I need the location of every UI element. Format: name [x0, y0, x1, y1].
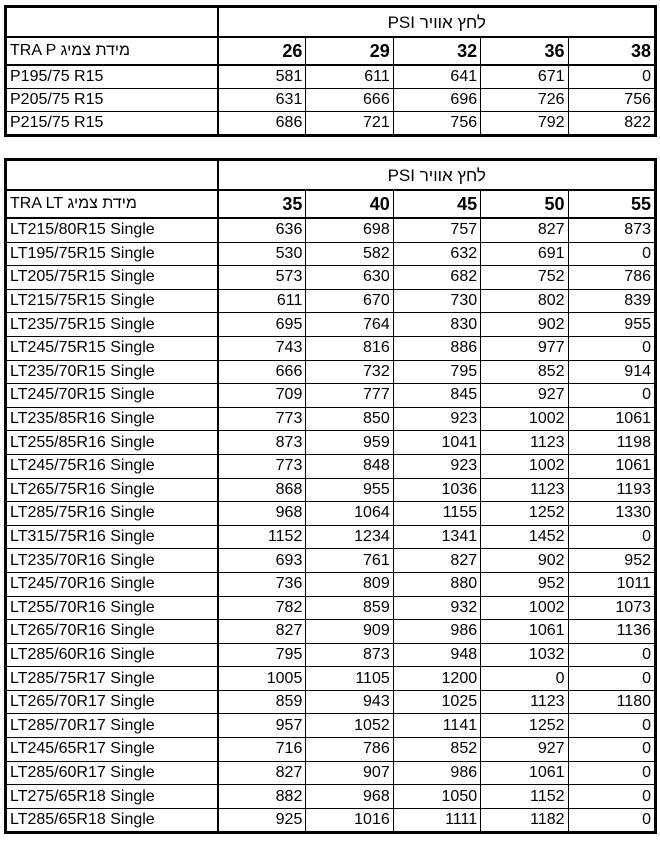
load-value-cell: 698	[306, 218, 393, 242]
pressure-value: 36	[481, 37, 568, 65]
load-value-cell: 743	[218, 336, 305, 360]
load-value-cell: 952	[481, 572, 568, 596]
pressure-value: 55	[568, 190, 655, 218]
load-value-cell: 0	[568, 384, 655, 408]
load-value-cell: 1330	[568, 502, 655, 526]
tire-size-cell: LT285/65R18 Single	[6, 808, 219, 833]
tire-size-cell: LT235/70R15 Single	[6, 360, 219, 384]
table-row	[6, 431, 656, 455]
load-value-cell: 923	[393, 407, 480, 431]
tire-size-cell: LT235/75R15 Single	[6, 313, 219, 337]
load-value-cell: 726	[481, 89, 568, 112]
load-value-cell: 1234	[306, 525, 393, 549]
load-value-cell: 852	[393, 738, 480, 762]
header-blank-cell	[6, 7, 219, 38]
load-value-cell: 1180	[568, 690, 655, 714]
load-value-cell: 756	[393, 112, 480, 136]
load-value-cell: 782	[218, 596, 305, 620]
load-value-cell: 868	[218, 478, 305, 502]
load-value-cell: 1182	[481, 808, 568, 833]
load-value-cell: 0	[568, 643, 655, 667]
load-value-cell: 943	[306, 690, 393, 714]
load-value-cell: 636	[218, 218, 305, 242]
table-row	[6, 407, 656, 431]
load-value-cell: 880	[393, 572, 480, 596]
load-value-cell: 1061	[568, 454, 655, 478]
load-value-cell: 670	[306, 289, 393, 313]
pressure-header-row	[6, 37, 656, 65]
load-value-cell: 1016	[306, 808, 393, 833]
load-value-cell: 0	[568, 785, 655, 809]
load-value-cell: 850	[306, 407, 393, 431]
pressure-value: 45	[393, 190, 480, 218]
load-value-cell: 1200	[393, 667, 480, 691]
tire-size-cell: LT245/75R15 Single	[6, 336, 219, 360]
load-value-cell: 852	[481, 360, 568, 384]
load-value-cell: 1061	[481, 761, 568, 785]
pressure-value: 50	[481, 190, 568, 218]
load-value-cell: 721	[306, 112, 393, 136]
load-value-cell: 1011	[568, 572, 655, 596]
load-value-cell: 752	[481, 266, 568, 290]
pressure-value: 26	[218, 37, 305, 65]
load-value-cell: 968	[218, 502, 305, 526]
tire-size-cell: LT215/80R15 Single	[6, 218, 219, 242]
load-value-cell: 1036	[393, 478, 480, 502]
load-value-cell: 816	[306, 336, 393, 360]
load-value-cell: 927	[481, 738, 568, 762]
load-value-cell: 907	[306, 761, 393, 785]
table-row	[6, 65, 656, 89]
load-value-cell: 923	[393, 454, 480, 478]
tire-size-cell: LT285/75R17 Single	[6, 667, 219, 691]
load-value-cell: 1105	[306, 667, 393, 691]
load-value-cell: 1123	[481, 690, 568, 714]
pressure-value: 29	[306, 37, 393, 65]
air-pressure-header: לחץ אוויר PSI	[218, 160, 655, 191]
load-value-cell: 845	[393, 384, 480, 408]
load-value-cell: 959	[306, 431, 393, 455]
load-value-cell: 0	[568, 242, 655, 266]
tire-size-cell: LT315/75R16 Single	[6, 525, 219, 549]
load-value-cell: 873	[306, 643, 393, 667]
load-value-cell: 756	[568, 89, 655, 112]
load-value-cell: 611	[306, 65, 393, 89]
load-value-cell: 809	[306, 572, 393, 596]
load-value-cell: 773	[218, 454, 305, 478]
table-row	[6, 289, 656, 313]
load-value-cell: 1155	[393, 502, 480, 526]
tra-lt-load-table	[4, 158, 657, 834]
load-value-cell: 1002	[481, 407, 568, 431]
load-value-cell: 1064	[306, 502, 393, 526]
load-value-cell: 611	[218, 289, 305, 313]
load-value-cell: 1032	[481, 643, 568, 667]
load-value-cell: 830	[393, 313, 480, 337]
load-value-cell: 1025	[393, 690, 480, 714]
load-value-cell: 914	[568, 360, 655, 384]
load-value-cell: 632	[393, 242, 480, 266]
load-value-cell: 839	[568, 289, 655, 313]
load-value-cell: 795	[218, 643, 305, 667]
load-value-cell: 822	[568, 112, 655, 136]
tire-size-cell: LT285/60R16 Single	[6, 643, 219, 667]
tire-size-cell: LT265/70R16 Single	[6, 620, 219, 644]
load-value-cell: 530	[218, 242, 305, 266]
load-value-cell: 873	[568, 218, 655, 242]
load-value-cell: 795	[393, 360, 480, 384]
pressure-value: 35	[218, 190, 305, 218]
load-value-cell: 925	[218, 808, 305, 833]
table-row	[6, 761, 656, 785]
load-value-cell: 859	[218, 690, 305, 714]
table-row	[6, 89, 656, 112]
pressure-value: 38	[568, 37, 655, 65]
load-value-cell: 1061	[568, 407, 655, 431]
load-value-cell: 909	[306, 620, 393, 644]
load-value-cell: 0	[568, 65, 655, 89]
load-value-cell: 827	[218, 620, 305, 644]
tire-size-cell: LT285/75R16 Single	[6, 502, 219, 526]
load-value-cell: 802	[481, 289, 568, 313]
tire-size-cell: LT245/65R17 Single	[6, 738, 219, 762]
load-value-cell: 686	[218, 112, 305, 136]
load-value-cell: 902	[481, 549, 568, 573]
load-value-cell: 696	[393, 89, 480, 112]
tire-size-cell: LT195/75R15 Single	[6, 242, 219, 266]
load-value-cell: 0	[568, 336, 655, 360]
load-value-cell: 827	[393, 549, 480, 573]
load-value-cell: 682	[393, 266, 480, 290]
load-value-cell: 932	[393, 596, 480, 620]
load-value-cell: 757	[393, 218, 480, 242]
load-value-cell: 986	[393, 620, 480, 644]
load-value-cell: 882	[218, 785, 305, 809]
table-row	[6, 266, 656, 290]
table-row	[6, 596, 656, 620]
table-row	[6, 549, 656, 573]
table-row	[6, 572, 656, 596]
air-pressure-header: לחץ אוויר PSI	[218, 7, 655, 38]
load-value-cell: 691	[481, 242, 568, 266]
load-value-cell: 631	[218, 89, 305, 112]
tire-size-cell: LT245/70R16 Single	[6, 572, 219, 596]
load-value-cell: 1452	[481, 525, 568, 549]
load-value-cell: 948	[393, 643, 480, 667]
load-value-cell: 1052	[306, 714, 393, 738]
load-value-cell: 736	[218, 572, 305, 596]
tire-size-label: מידת צמיג TRA P	[6, 37, 219, 65]
table-row	[6, 643, 656, 667]
load-value-cell: 0	[568, 808, 655, 833]
load-value-cell: 581	[218, 65, 305, 89]
tra-p-load-table	[4, 5, 657, 137]
load-value-cell: 1123	[481, 478, 568, 502]
load-value-cell: 955	[306, 478, 393, 502]
table-row	[6, 525, 656, 549]
load-value-cell: 641	[393, 65, 480, 89]
load-value-cell: 695	[218, 313, 305, 337]
tire-size-cell: LT215/75R15 Single	[6, 289, 219, 313]
table-row	[6, 454, 656, 478]
load-value-cell: 1252	[481, 714, 568, 738]
load-value-cell: 1111	[393, 808, 480, 833]
load-value-cell: 927	[481, 384, 568, 408]
load-value-cell: 573	[218, 266, 305, 290]
tire-size-cell: P195/75 R15	[6, 65, 219, 89]
load-value-cell: 732	[306, 360, 393, 384]
load-value-cell: 716	[218, 738, 305, 762]
load-value-cell: 693	[218, 549, 305, 573]
tire-size-cell: LT205/75R15 Single	[6, 266, 219, 290]
load-value-cell: 886	[393, 336, 480, 360]
load-value-cell: 0	[568, 761, 655, 785]
table-row	[6, 690, 656, 714]
load-value-cell: 0	[568, 525, 655, 549]
table-row	[6, 502, 656, 526]
tire-size-cell: LT255/70R16 Single	[6, 596, 219, 620]
load-value-cell: 1050	[393, 785, 480, 809]
tire-size-cell: LT255/85R16 Single	[6, 431, 219, 455]
load-value-cell: 773	[218, 407, 305, 431]
load-value-cell: 792	[481, 112, 568, 136]
table-row	[6, 808, 656, 833]
tire-size-cell: LT275/65R18 Single	[6, 785, 219, 809]
tire-size-cell: LT285/70R17 Single	[6, 714, 219, 738]
table-row	[6, 478, 656, 502]
tire-size-cell: LT265/70R17 Single	[6, 690, 219, 714]
table-row	[6, 218, 656, 242]
load-value-cell: 848	[306, 454, 393, 478]
load-value-cell: 786	[306, 738, 393, 762]
load-value-cell: 709	[218, 384, 305, 408]
load-value-cell: 1152	[218, 525, 305, 549]
load-value-cell: 827	[218, 761, 305, 785]
table-row	[6, 313, 656, 337]
pressure-header-row	[6, 190, 656, 218]
load-value-cell: 1002	[481, 596, 568, 620]
load-value-cell: 1041	[393, 431, 480, 455]
table-row	[6, 242, 656, 266]
load-value-cell: 730	[393, 289, 480, 313]
load-value-cell: 1005	[218, 667, 305, 691]
load-value-cell: 1061	[481, 620, 568, 644]
load-value-cell: 764	[306, 313, 393, 337]
load-value-cell: 968	[306, 785, 393, 809]
load-value-cell: 582	[306, 242, 393, 266]
load-value-cell: 1252	[481, 502, 568, 526]
tire-size-cell: LT245/75R16 Single	[6, 454, 219, 478]
pressure-value: 40	[306, 190, 393, 218]
load-value-cell: 977	[481, 336, 568, 360]
load-value-cell: 630	[306, 266, 393, 290]
load-value-cell: 786	[568, 266, 655, 290]
tire-size-cell: P215/75 R15	[6, 112, 219, 136]
tire-size-cell: LT245/70R15 Single	[6, 384, 219, 408]
tire-size-cell: LT285/60R17 Single	[6, 761, 219, 785]
table-row	[6, 112, 656, 136]
load-value-cell: 873	[218, 431, 305, 455]
tire-size-cell: LT265/75R16 Single	[6, 478, 219, 502]
load-value-cell: 666	[306, 89, 393, 112]
load-value-cell: 859	[306, 596, 393, 620]
load-value-cell: 0	[568, 667, 655, 691]
load-value-cell: 1198	[568, 431, 655, 455]
load-value-cell: 761	[306, 549, 393, 573]
load-value-cell: 0	[481, 667, 568, 691]
load-value-cell: 827	[481, 218, 568, 242]
load-value-cell: 1073	[568, 596, 655, 620]
table-row	[6, 384, 656, 408]
table-row	[6, 336, 656, 360]
load-value-cell: 1123	[481, 431, 568, 455]
tire-size-cell: LT235/70R16 Single	[6, 549, 219, 573]
tire-size-label: מידת צמיג TRA LT	[6, 190, 219, 218]
table-header-row	[6, 7, 656, 38]
load-value-cell: 671	[481, 65, 568, 89]
tire-size-cell: LT235/85R16 Single	[6, 407, 219, 431]
load-value-cell: 1341	[393, 525, 480, 549]
header-blank-cell	[6, 160, 219, 191]
load-value-cell: 952	[568, 549, 655, 573]
table-row	[6, 714, 656, 738]
load-value-cell: 986	[393, 761, 480, 785]
load-value-cell: 1136	[568, 620, 655, 644]
table-row	[6, 360, 656, 384]
load-value-cell: 777	[306, 384, 393, 408]
load-value-cell: 1152	[481, 785, 568, 809]
load-value-cell: 957	[218, 714, 305, 738]
pressure-value: 32	[393, 37, 480, 65]
load-value-cell: 1141	[393, 714, 480, 738]
load-value-cell: 902	[481, 313, 568, 337]
table-row	[6, 667, 656, 691]
table-row	[6, 785, 656, 809]
load-value-cell: 0	[568, 714, 655, 738]
table-header-row	[6, 160, 656, 191]
table-row	[6, 738, 656, 762]
load-value-cell: 666	[218, 360, 305, 384]
load-value-cell: 0	[568, 738, 655, 762]
table-row	[6, 620, 656, 644]
load-value-cell: 1002	[481, 454, 568, 478]
load-value-cell: 1193	[568, 478, 655, 502]
load-value-cell: 955	[568, 313, 655, 337]
tire-size-cell: P205/75 R15	[6, 89, 219, 112]
